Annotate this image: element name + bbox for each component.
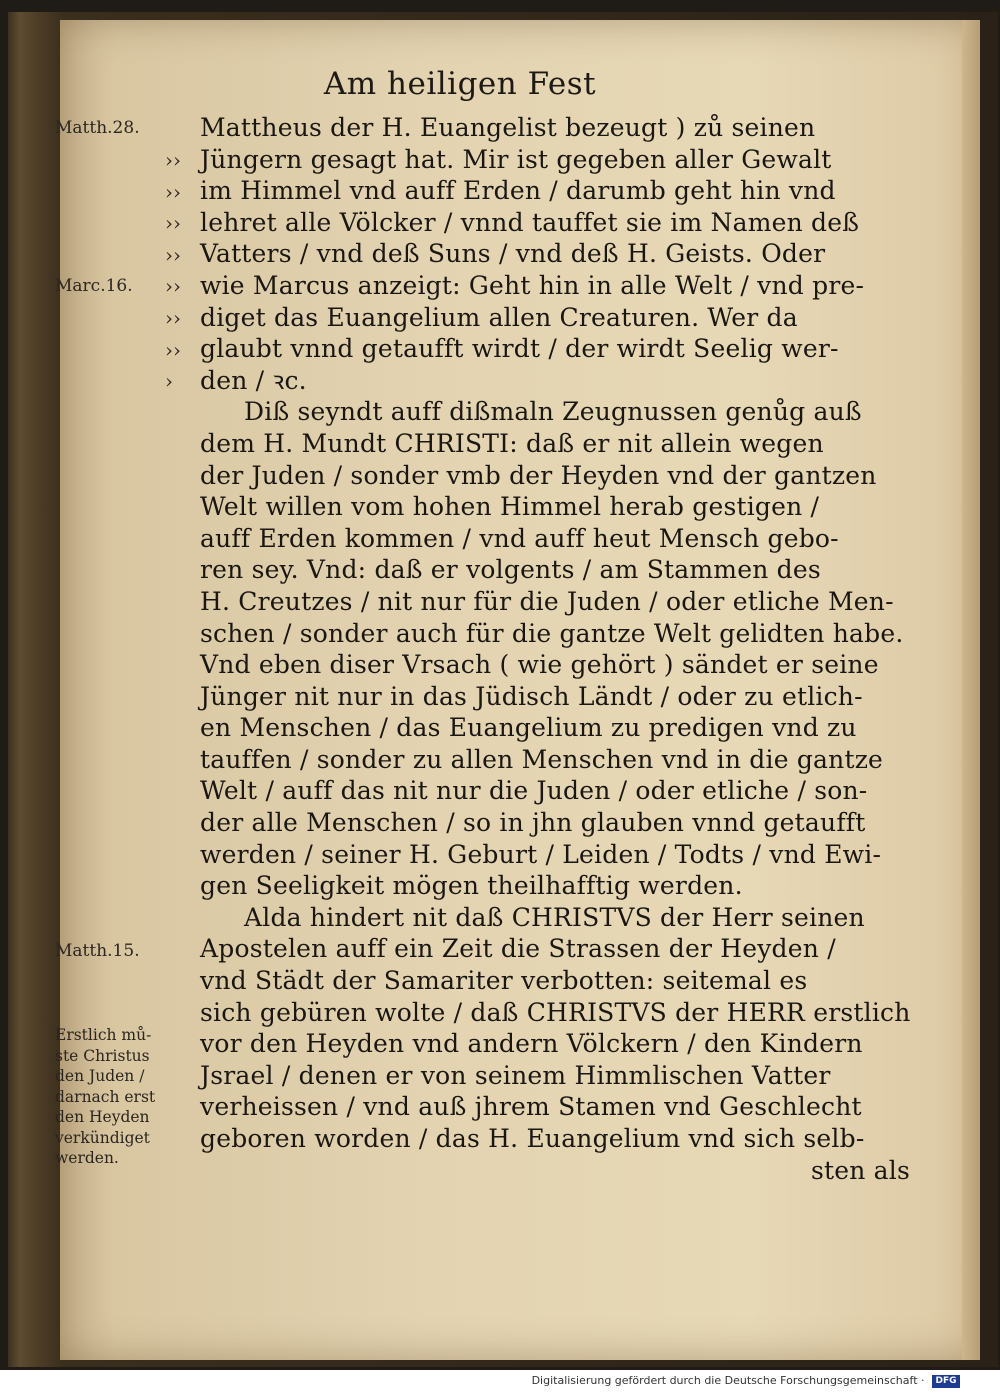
text-line: schen / sonder auch für die gantze Welt gelidten habe. [200,618,904,648]
quote-mark: › [165,369,173,394]
text-line: Alda hindert nit daß CHRISTVS der Herr seinen [244,902,865,932]
text-line: vnd Städt der Samariter verbotten: seitemal es [200,966,808,996]
text-line: vor den Heyden vnd andern Völckern / den Kindern [200,1029,863,1059]
page-edge [962,20,980,1360]
text-line: en Menschen / das Euangelium zu predigen vnd zu [200,713,857,743]
text-line: werden / seiner H. Geburt / Leiden / Todts / vnd Ewi- [200,839,882,869]
gloss-line: werden. [55,1149,119,1167]
text-line: geboren worden / das H. Euangelium vnd sich selb- [200,1124,865,1153]
margin-ref-matth15: Matth.15. [55,941,140,961]
text-line: Welt willen vom hohen Himmel herab gestigen / [200,492,820,522]
text-line: Jsrael / denen er von seinem Himmlischen Vatter [200,1060,831,1090]
text-line: Jünger nit nur in das Jüdisch Ländt / oder zu etlich- [200,681,863,711]
quote-mark: ›› [165,274,181,299]
quote-mark: ›› [165,305,181,330]
text-line: Vatters / vnd deß Suns / vnd deß H. Geists. Oder [200,239,826,269]
running-head: Am heiligen Fest [323,66,597,102]
text-line: der Juden / sonder vmb der Heyden vnd der gantzen [200,460,877,490]
text-line: dem H. Mundt CHRISTI: daß er nit allein wegen [200,428,824,458]
quote-mark: ›› [165,211,181,236]
text-line: auff Erden kommen / vnd auff heut Mensch gebo- [200,523,839,553]
footer-credit [532,1374,960,1388]
quote-mark: ›› [165,242,181,267]
gloss-line: den Juden / [55,1067,145,1085]
catchword: sten als [810,1155,910,1185]
quotation-marks-column [165,145,195,398]
text-line: diget das Euangelium allen Creaturen. Wer da [200,302,798,332]
margin-ref-matth28: Matth.28. [55,118,140,138]
text-line: Jüngern gesagt hat. Mir ist gegeben aller Gewalt [200,144,832,174]
text-line: gen Seeligkeit mögen theilhafftig werden. [200,871,743,901]
gloss-line: Erstlich mů- [55,1026,152,1044]
text-line: sich gebüren wolte / daß CHRISTVS der HERR erstlich [200,997,911,1027]
text-line: Welt / auff das nit nur die Juden / oder etliche / son- [200,776,868,806]
dfg-logo-icon: DFG [932,1375,960,1388]
gloss-line: den Heyden [55,1108,150,1126]
text-line: Apostelen auff ein Zeit die Strassen der Heyden / [200,934,836,964]
quote-mark: ›› [165,337,181,362]
text-line: ren sey. Vnd: daß er volgents / am Stammen des [200,555,821,585]
margin-ref-marc16: Marc.16. [55,276,133,296]
text-line: Mattheus der H. Euangelist bezeugt ) zů seinen [200,113,816,142]
text-line: im Himmel vnd auff Erden / darumb geht hin vnd [200,176,836,206]
text-line: lehret alle Völcker / vnnd tauffet sie im Namen deß [200,207,860,237]
gloss-line: darnach erst [55,1087,156,1106]
text-line: verheissen / vnd auß jhrem Stamen vnd Geschlecht [200,1092,862,1122]
marginal-gloss [55,1025,180,1169]
quote-mark: ›› [165,148,181,172]
text-line: glaubt vnnd getaufft wirdt / der wirdt Seelig wer- [200,334,839,364]
text-line: Vnd eben diser Vrsach ( wie gehört ) sändet er seine [200,650,879,680]
text-line: H. Creutzes / nit nur für die Juden / oder etliche Men- [200,586,894,616]
gloss-line: ste Christus [55,1046,150,1065]
text-line: den / ꝛc. [200,365,307,395]
text-line: der alle Menschen / so in jhn glauben vnnd getaufft [200,808,866,838]
quote-mark: ›› [165,179,181,204]
main-text-block [200,112,920,1186]
text-line: tauffen / sonder zu allen Menschen vnd in die gantze [200,744,884,774]
gloss-line: verkündiget [55,1128,150,1147]
text-line: Diß seyndt auff dißmaln Zeugnussen genůg auß [244,397,862,427]
credit-text: Digitalisierung gefördert durch die Deutsche Forschungsgemeinschaft · [531,1374,925,1387]
text-line: wie Marcus anzeigt: Geht hin in alle Welt / vnd pre- [200,270,865,300]
